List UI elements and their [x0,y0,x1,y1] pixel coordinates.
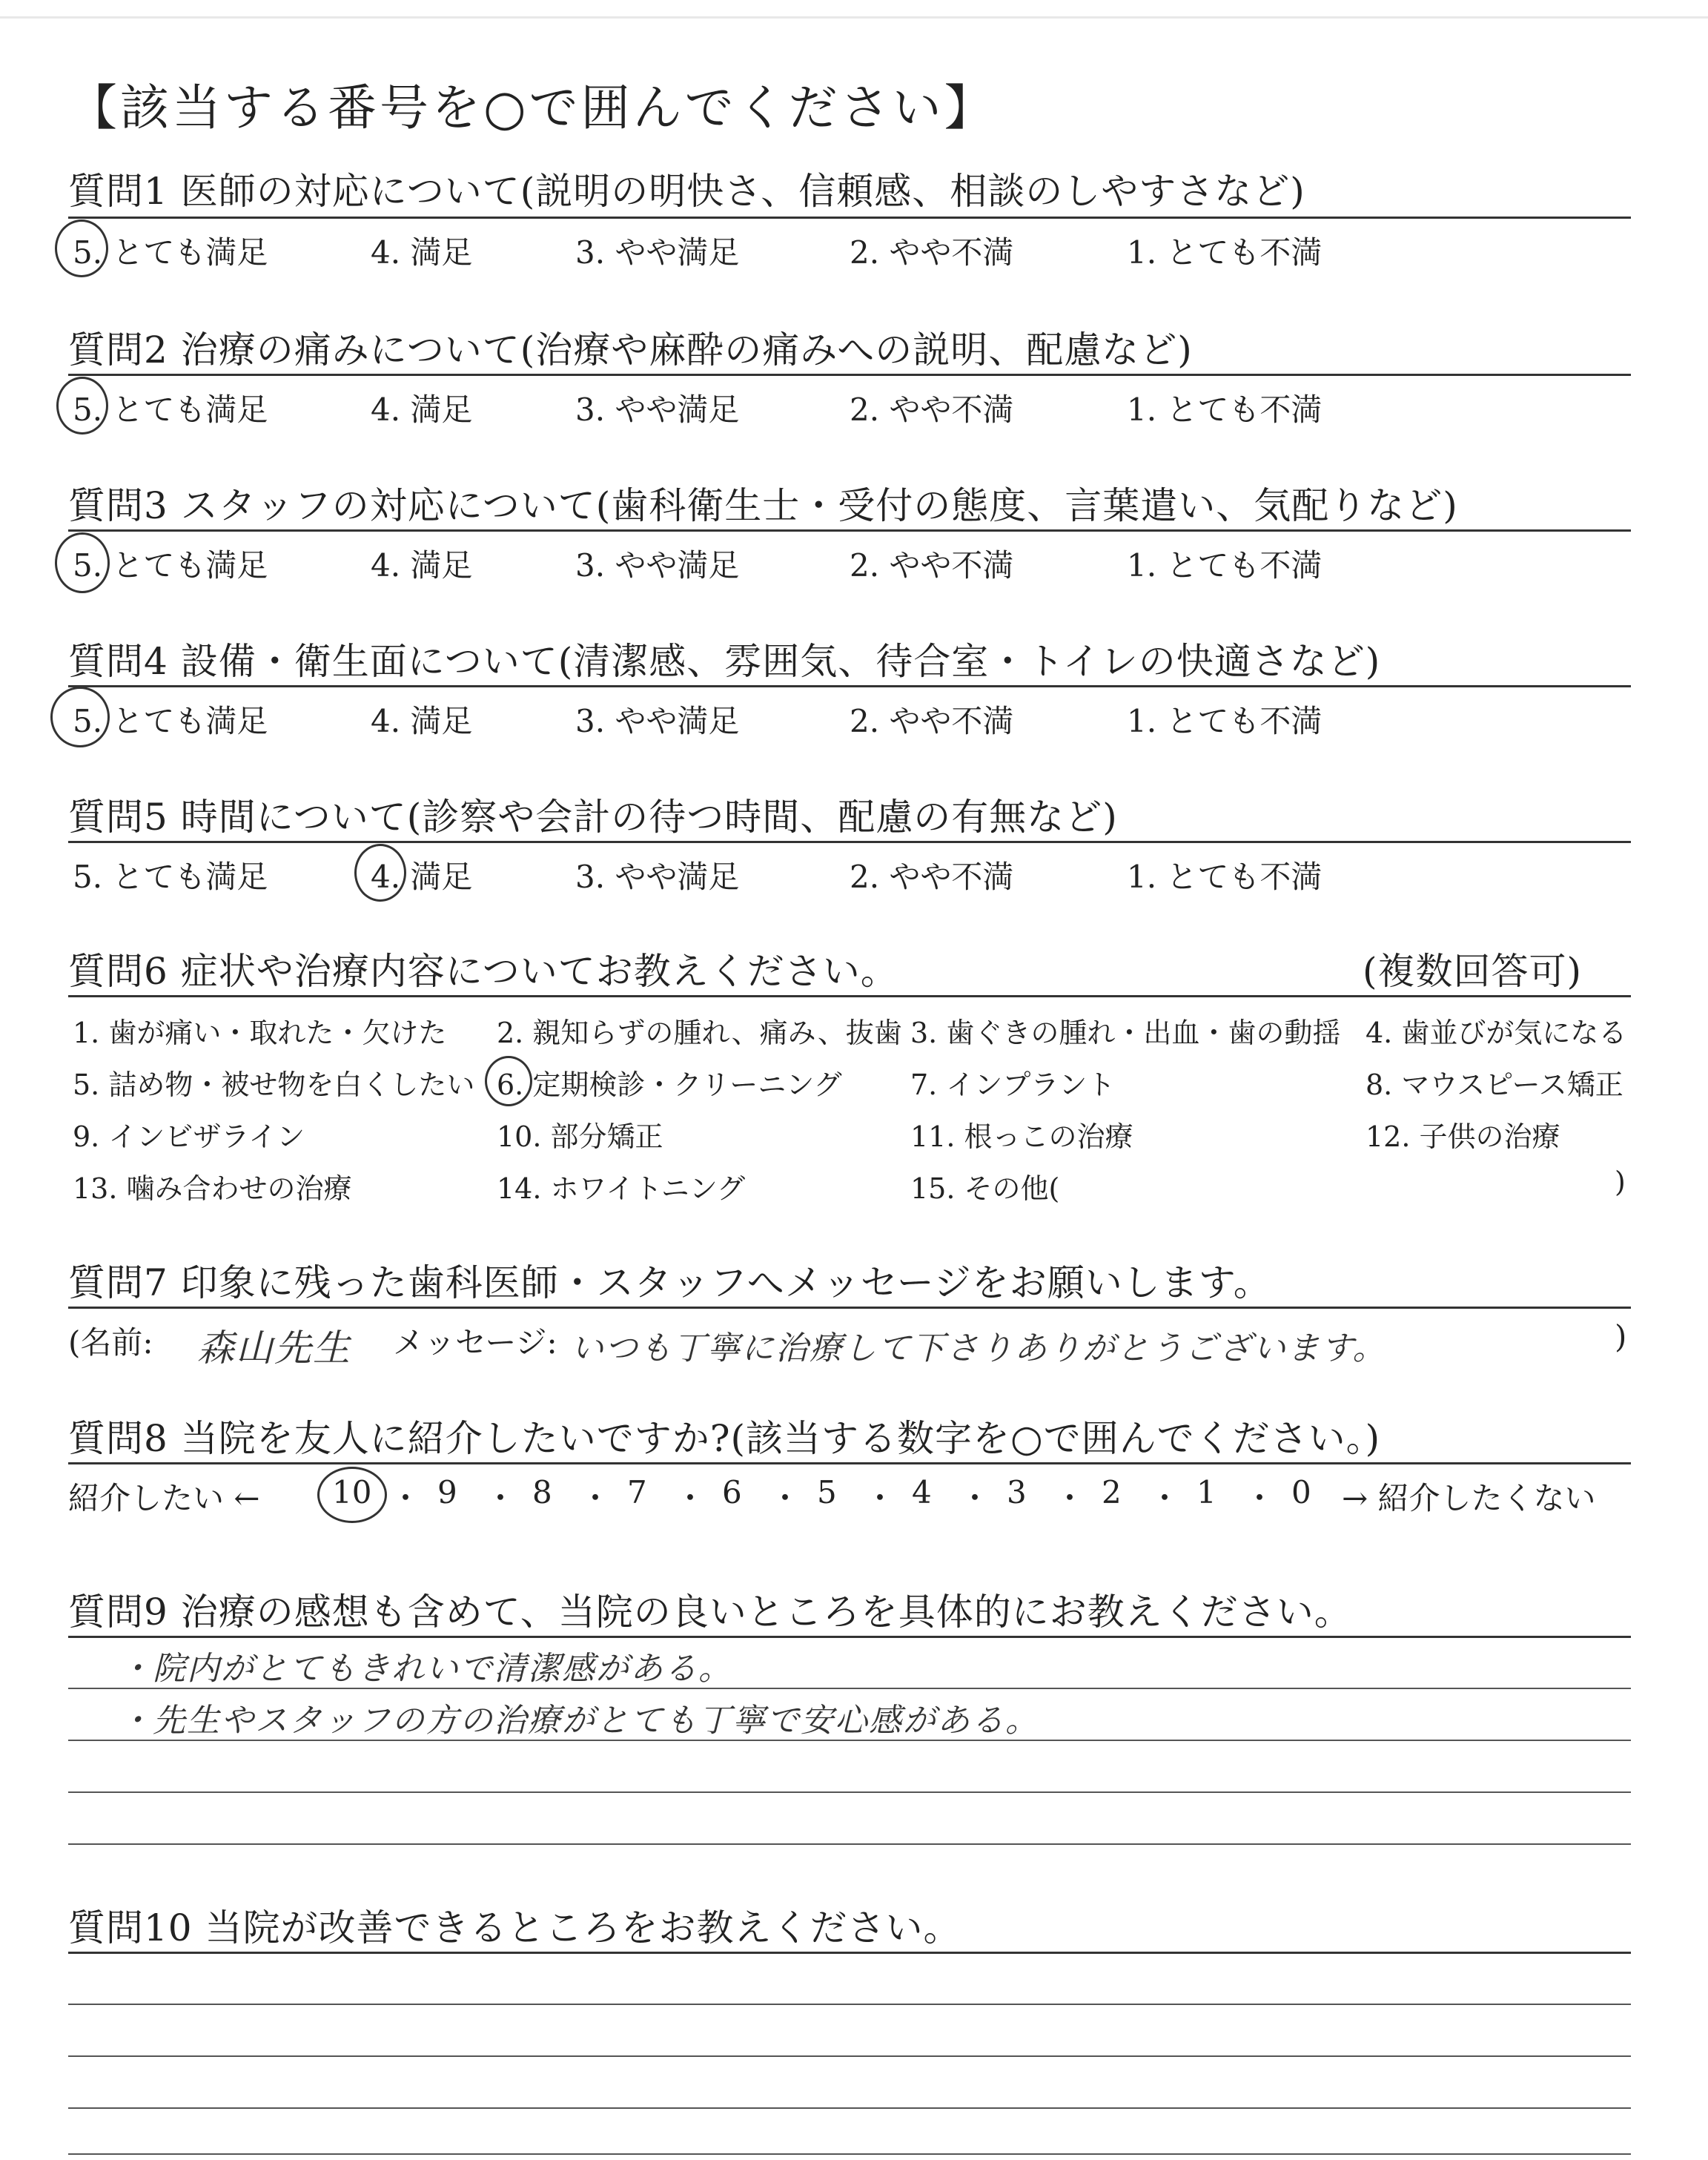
q8-scale-sep: ・ [769,1480,801,1516]
page-title: 【該当する番号を○で囲んでください】 [68,79,996,136]
q6-option[interactable]: 10. 部分矯正 [497,1120,663,1153]
question-3-title: 質問3 スタッフの対応について(歯科衛生士・受付の態度、言葉遣い、気配りなど) [68,484,1458,527]
q9-answer-line[interactable]: ・院内がとてもきれいで清潔感がある。 [119,1650,732,1688]
question-8-title: 質問8 当院を友人に紹介したいですか?(該当する数字を○で囲んでください。) [68,1417,1381,1460]
q9-writing-line [68,1688,1631,1689]
q8-scale-value[interactable]: 9 [437,1474,457,1510]
q1-option-2[interactable]: 2. やや不満 [850,234,1014,271]
q6-option[interactable]: 6. 定期検診・クリーニング [497,1069,842,1101]
q7-close-paren: ) [1615,1318,1627,1355]
q8-scale-sep: ・ [580,1480,612,1516]
q1-option-1[interactable]: 1. とても不満 [1127,234,1323,271]
q8-scale-sep: ・ [390,1480,422,1516]
q8-scale-sep: ・ [1054,1480,1086,1516]
q6-option[interactable]: 2. 親知らずの腫れ、痛み、抜歯 [497,1017,902,1049]
q3-option-5[interactable]: 5. とても満足 [73,547,268,584]
q7-message-handwritten[interactable]: いつも丁寧に治療して下さりありがとうございます。 [571,1330,1387,1367]
question-1-rule [68,217,1631,219]
q1-option-3[interactable]: 3. やや満足 [575,234,740,271]
q8-scale-value[interactable]: 6 [722,1474,742,1510]
q8-scale-value[interactable]: 3 [1007,1474,1027,1510]
q3-option-3[interactable]: 3. やや満足 [575,547,740,584]
q2-option-2[interactable]: 2. やや不満 [850,392,1014,428]
question-4-title: 質問4 設備・衛生面について(清潔感、雰囲気、待合室・トイレの快適さなど) [68,640,1381,683]
q8-scale-value[interactable]: 2 [1102,1474,1122,1510]
question-6-title: 質問6 症状や治療内容についてお教えください。 [68,950,898,993]
q6-option[interactable]: 12. 子供の治療 [1366,1120,1560,1153]
question-4-rule [68,685,1631,687]
q7-name-handwritten[interactable]: 森山先生 [197,1327,351,1370]
q8-scale-value[interactable]: 7 [627,1474,647,1510]
q9-writing-line [68,1740,1631,1741]
q6-option[interactable]: 13. 噛み合わせの治療 [73,1172,352,1205]
q5-selection-circle [354,844,406,902]
q8-scale-sep: ・ [1244,1480,1276,1516]
question-3-rule [68,529,1631,532]
question-2-title: 質問2 治療の痛みについて(治療や麻酔の痛みへの説明、配慮など) [68,328,1193,371]
q5-option-1[interactable]: 1. とても不満 [1127,859,1323,895]
q4-option-2[interactable]: 2. やや不満 [850,703,1014,739]
q7-message-label: メッセージ: [393,1324,557,1361]
question-6-rule [68,995,1631,997]
q1-option-5[interactable]: 5. とても満足 [73,234,268,271]
q8-scale-value[interactable]: 10 [332,1474,372,1510]
q5-option-5[interactable]: 5. とても満足 [73,859,268,895]
q8-selection-circle [317,1467,387,1523]
q8-scale-sep: ・ [959,1480,991,1516]
q8-scale-sep: ・ [675,1480,706,1516]
question-6-note: (複数回答可) [1363,950,1583,993]
q6-option[interactable]: 9. インビザライン [73,1120,305,1153]
q6-option[interactable]: 11. 根っこの治療 [910,1120,1133,1153]
q2-option-5[interactable]: 5. とても満足 [73,392,268,428]
q6-option[interactable]: 4. 歯並びが気になる [1366,1017,1627,1049]
q9-writing-line [68,1843,1631,1845]
q6-option-other[interactable]: 15. その他( [910,1172,1060,1205]
q10-writing-line[interactable] [68,2153,1631,2155]
q8-scale-value[interactable]: 0 [1291,1474,1311,1510]
q9-writing-line [68,1791,1631,1793]
question-8-rule [68,1462,1631,1464]
q1-selection-circle [55,219,108,277]
q8-right-label: → 紹介したくない [1342,1480,1596,1516]
q4-option-4[interactable]: 4. 満足 [371,703,473,739]
question-9-title: 質問9 治療の感想も含めて、当院の良いところを具体的にお教えください。 [68,1591,1352,1634]
q2-option-1[interactable]: 1. とても不満 [1127,392,1323,428]
q4-option-1[interactable]: 1. とても不満 [1127,703,1323,739]
question-5-title: 質問5 時間について(診察や会計の待つ時間、配慮の有無など) [68,796,1118,839]
q8-scale-sep: ・ [864,1480,896,1516]
q10-writing-line[interactable] [68,2055,1631,2057]
q2-option-3[interactable]: 3. やや満足 [575,392,740,428]
q8-scale-value[interactable]: 5 [817,1474,837,1510]
q4-option-5[interactable]: 5. とても満足 [73,703,268,739]
scan-edge [0,16,1708,19]
q3-selection-circle [55,532,110,593]
q7-name-label: (名前: [68,1324,153,1361]
q10-writing-line[interactable] [68,2107,1631,2109]
q6-option[interactable]: 5. 詰め物・被せ物を白くしたい [73,1069,475,1101]
q8-left-label: 紹介したい ← [68,1480,260,1516]
q1-option-4[interactable]: 4. 満足 [371,234,473,271]
q10-rule [68,1952,1631,1954]
q3-option-2[interactable]: 2. やや不満 [850,547,1014,584]
q5-option-4[interactable]: 4. 満足 [371,859,473,895]
q6-other-close-paren: ) [1615,1166,1626,1198]
q2-option-4[interactable]: 4. 満足 [371,392,473,428]
q6-option[interactable]: 14. ホワイトニング [497,1172,746,1205]
q6-option[interactable]: 8. マウスピース矯正 [1366,1069,1623,1101]
q2-selection-circle [56,377,108,435]
q6-option[interactable]: 3. 歯ぐきの腫れ・出血・歯の動揺 [910,1017,1341,1049]
q4-selection-circle [50,687,110,747]
q3-option-1[interactable]: 1. とても不満 [1127,547,1323,584]
question-7-title: 質問7 印象に残った歯科医師・スタッフへメッセージをお願いします。 [68,1261,1271,1304]
q6-option[interactable]: 7. インプラント [910,1069,1116,1101]
question-5-rule [68,841,1631,843]
q6-option[interactable]: 1. 歯が痛い・取れた・欠けた [73,1017,447,1049]
q8-scale-sep: ・ [1149,1480,1181,1516]
q9-answer-line[interactable]: ・先生やスタッフの方の治療がとても丁寧で安心感がある。 [119,1702,1039,1740]
q3-option-4[interactable]: 4. 満足 [371,547,473,584]
q8-scale-value[interactable]: 1 [1196,1474,1217,1510]
q8-scale-value[interactable]: 8 [532,1474,552,1510]
q9-rule [68,1636,1631,1638]
q8-scale-value[interactable]: 4 [912,1474,932,1510]
question-1-title: 質問1 医師の対応について(説明の明快さ、信頼感、相談のしやすさなど) [68,170,1305,213]
q10-writing-line[interactable] [68,2004,1631,2005]
question-7-rule [68,1307,1631,1309]
q6-selection-circle [485,1056,532,1106]
q8-scale-sep: ・ [485,1480,517,1516]
q5-option-2[interactable]: 2. やや不満 [850,859,1014,895]
question-10-title: 質問10 当院が改善できるところをお教えください。 [68,1906,961,1949]
question-2-rule [68,374,1631,376]
q5-option-3[interactable]: 3. やや満足 [575,859,740,895]
q4-option-3[interactable]: 3. やや満足 [575,703,740,739]
